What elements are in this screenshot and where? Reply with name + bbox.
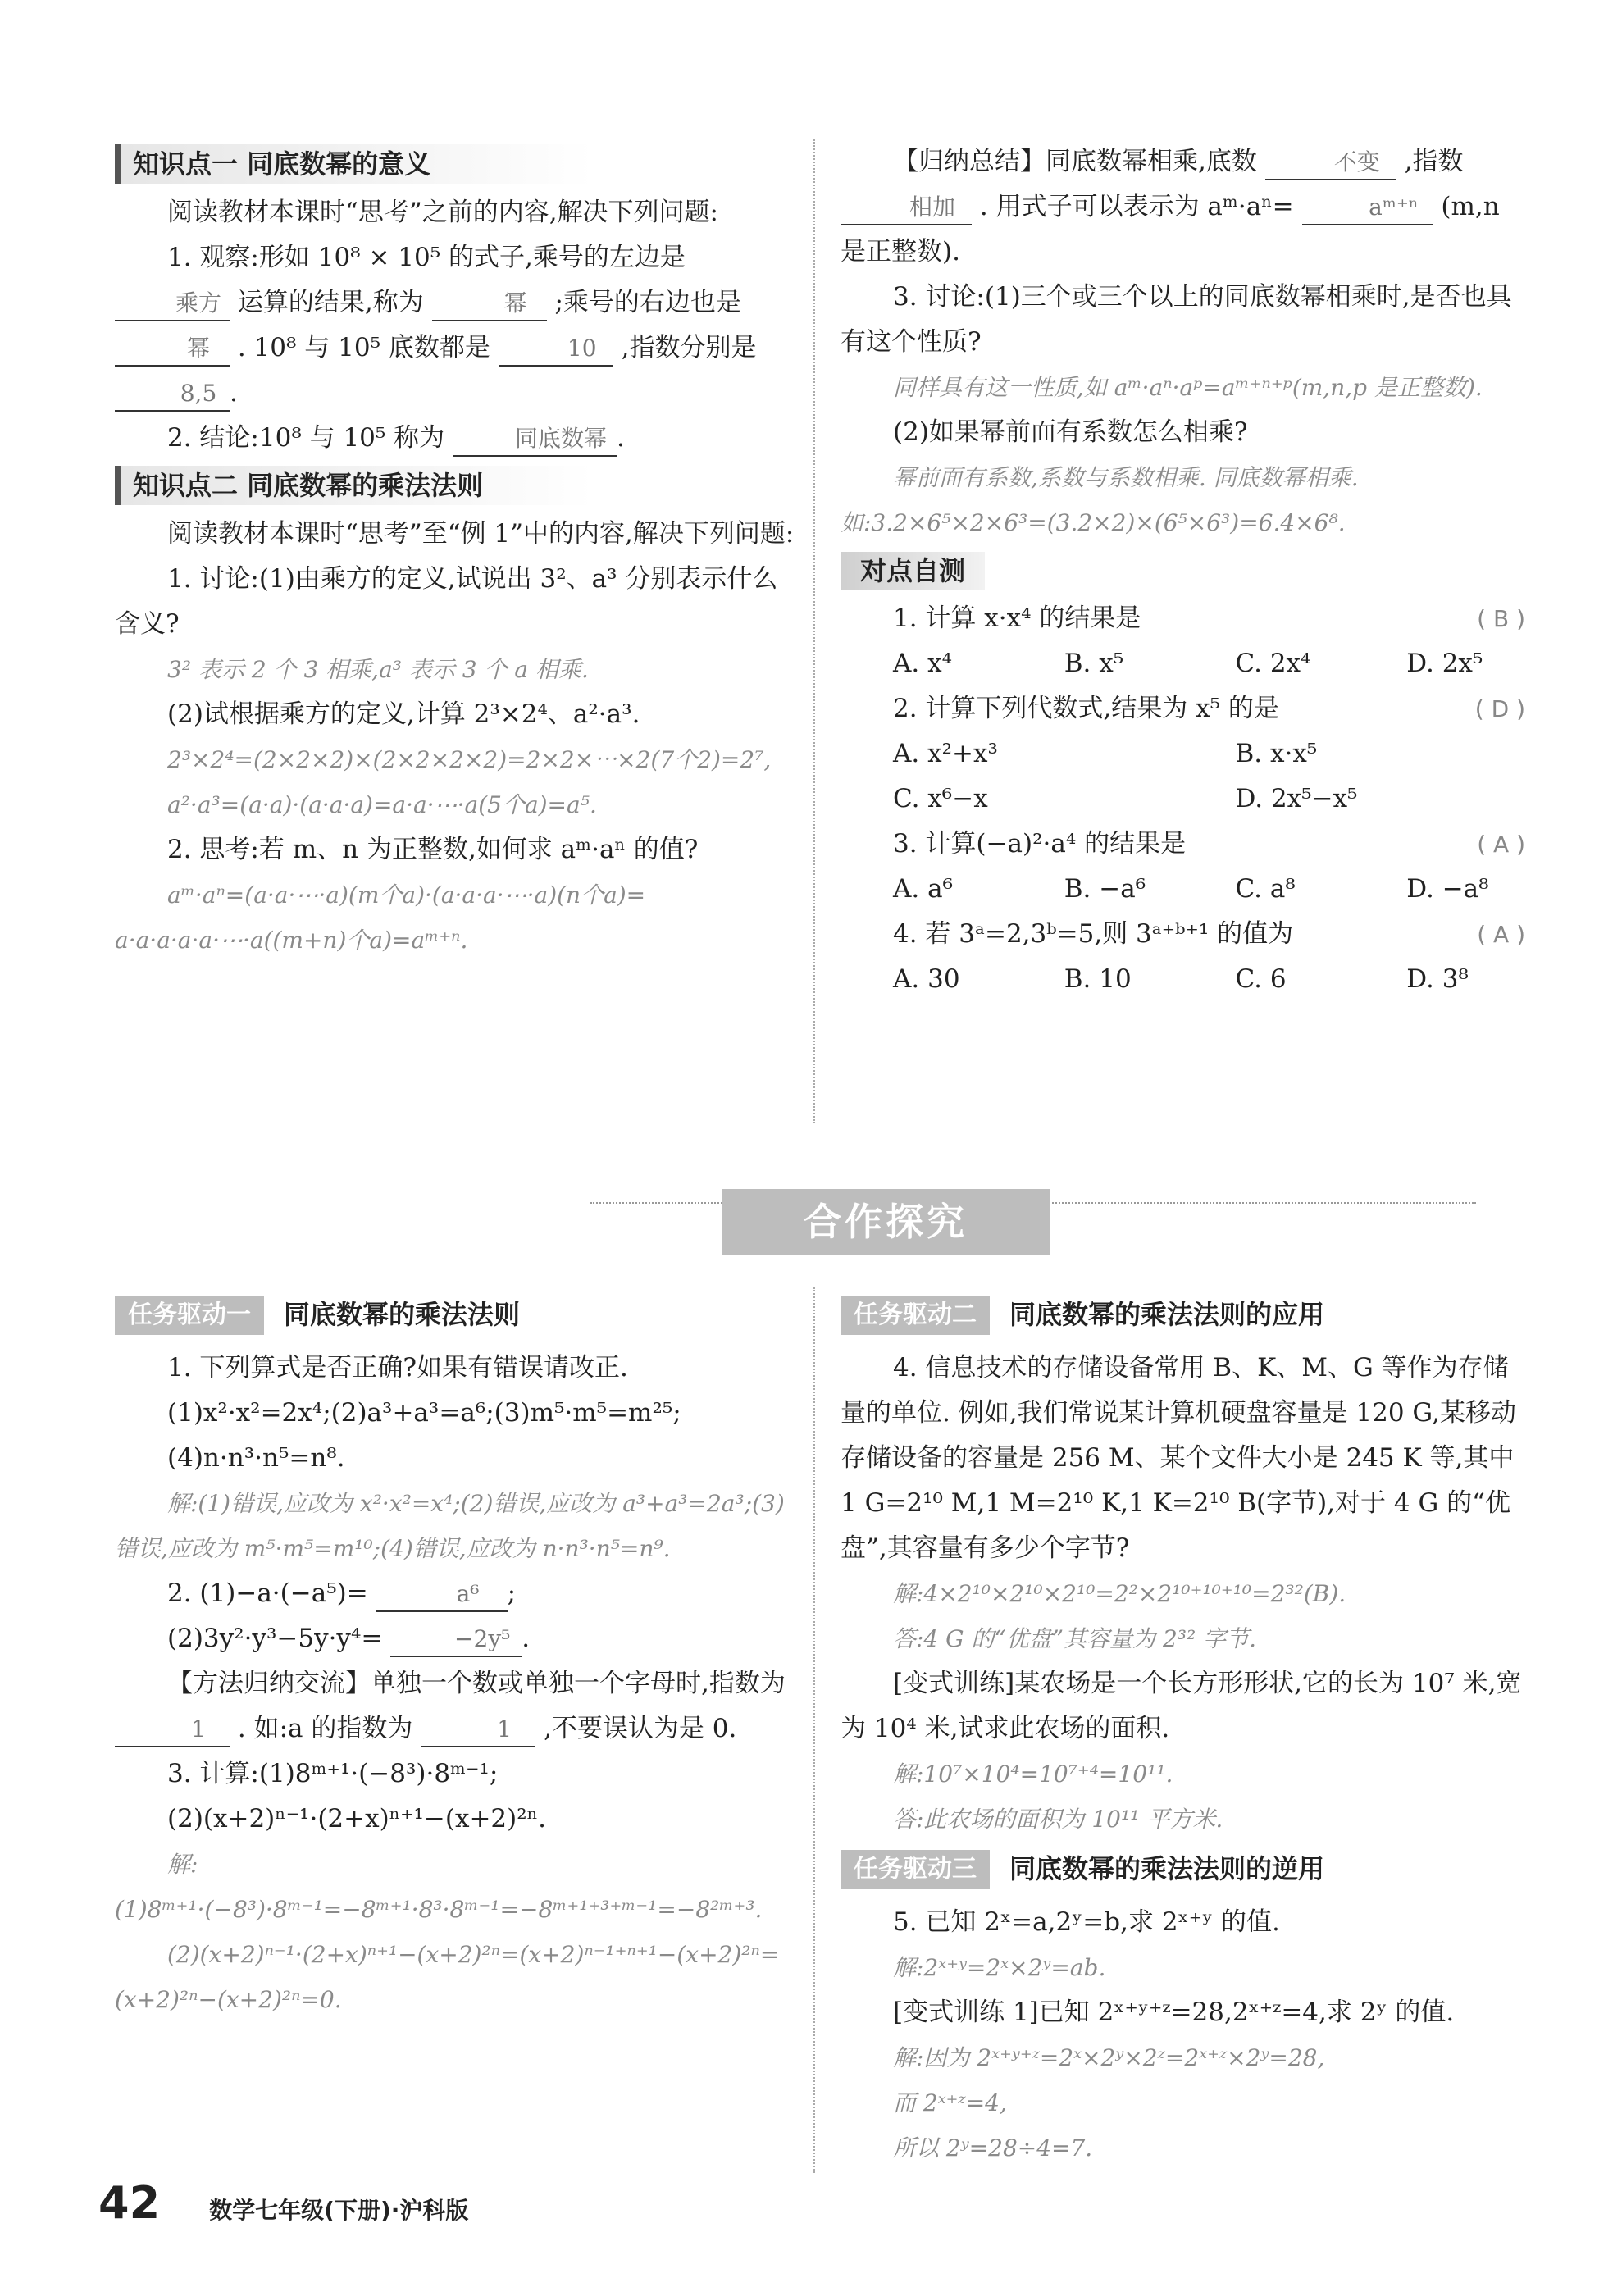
answer-blank: 1 bbox=[421, 1713, 535, 1747]
handwritten-answer: (2)(x+2)ⁿ⁻¹·(2+x)ⁿ⁺¹−(x+2)²ⁿ=(x+2)ⁿ⁻¹⁺ⁿ⁺¹−(x+2)²ⁿ=(x+2)²ⁿ−(x+2)²ⁿ=0. bbox=[115, 1941, 780, 2013]
options bbox=[840, 731, 1525, 777]
question: (1)x²·x²=2x⁴;(2)a³+a³=a⁶;(3)m⁵·m⁵=m²⁵; bbox=[167, 1398, 681, 1428]
handwritten-answer: 所以 2ʸ=28÷4=7. bbox=[893, 2134, 1093, 2162]
question-text: 3. 计算(−a)²·a⁴ 的结果是 bbox=[893, 829, 1187, 859]
answer-blank: a⁶ bbox=[376, 1578, 508, 1612]
question: (2)试根据乘方的定义,计算 2³×2⁴、a²·a³. bbox=[167, 699, 640, 729]
answer-blank: aᵐ⁺ⁿ bbox=[1302, 191, 1433, 226]
question: (2)如果幂前面有系数怎么相乘? bbox=[893, 417, 1248, 447]
handwritten-answer: 而 2ˣ⁺ᶻ=4, bbox=[893, 2089, 1007, 2116]
test-question bbox=[840, 686, 1525, 731]
handwritten-answer: a²·a³=(a·a)·(a·a·a)=a·a·⋯·a(5个a)=a⁵. bbox=[167, 791, 597, 818]
options bbox=[840, 641, 1525, 686]
option: D. 2x⁵−x⁵ bbox=[1235, 784, 1358, 813]
question: 2. (1)−a·(−a⁵)= a⁶ ; bbox=[115, 1571, 795, 1616]
question: 5. 已知 2ˣ=a,2ʸ=b,求 2ˣ⁺ʸ 的值. bbox=[893, 1907, 1280, 1937]
answer-blank: 幂 bbox=[115, 332, 230, 367]
option: B. x·x⁵ bbox=[1235, 739, 1318, 768]
question: 4. 信息技术的存储设备常用 B、K、M、G 等作为存储量的单位. 例如,我们常说某计算机硬盘容量是 120 G,某移动存储设备的容量是 256 M、某个文件大小是 245 K 等,其中 1 G=2¹⁰ M,1 M=2¹⁰ K,1 K=2¹⁰ B(字节),对于 4 G 的“优盘”,其容量有多少个字节? bbox=[840, 1353, 1516, 1563]
test-question bbox=[840, 822, 1525, 867]
task-header bbox=[840, 1847, 1525, 1892]
handwritten-answer: 解:(1)错误,应改为 x²·x²=x⁴;(2)错误,应改为 a³+a³=2a³;(3)错误,应改为 m⁵·m⁵=m¹⁰;(4)错误,应改为 n·n³·n⁵=n⁹. bbox=[115, 1490, 785, 1562]
section-banner: 合作探究 bbox=[722, 1189, 1050, 1255]
task-header bbox=[115, 1292, 795, 1337]
answer-blank: 不变 bbox=[1265, 146, 1396, 180]
handwritten-answer: 幂前面有系数,系数与系数相乘. 同底数幂相乘. 如:3.2×6⁵×2×6³=(3.2×2)×(6⁵×6³)=6.4×6⁸. bbox=[840, 464, 1359, 536]
summary bbox=[840, 139, 1525, 275]
question: (4)n·n³·n⁵=n⁸. bbox=[167, 1443, 345, 1473]
question-text: ,指数分别是 bbox=[621, 333, 757, 362]
options bbox=[840, 777, 1525, 822]
handwritten-answer: 同样具有这一性质,如 aᵐ·aⁿ·aᵖ=aᵐ⁺ⁿ⁺ᵖ(m,n,p 是正整数). bbox=[893, 374, 1483, 401]
task-header bbox=[840, 1292, 1525, 1337]
option: A. a⁶ bbox=[893, 874, 954, 904]
answer-blank: 相加 bbox=[840, 191, 972, 226]
section-title: 知识点二 同底数幂的乘法法则 bbox=[115, 466, 795, 505]
option: A. x⁴ bbox=[893, 649, 953, 678]
instruction: 阅读教材本课时“思考”之前的内容,解决下列问题: bbox=[167, 198, 718, 227]
task-title: 同底数幂的乘法法则 bbox=[284, 1299, 521, 1330]
question-text: . 10⁸ 与 10⁵ 底数都是 bbox=[237, 333, 490, 362]
variant-exercise: [变式训练]某农场是一个长方形形状,它的长为 10⁷ 米,宽为 10⁴ 米,试求此农场的面积. bbox=[840, 1669, 1522, 1743]
answer-blank: 1 bbox=[115, 1713, 230, 1747]
handwritten-answer: 答:4 G 的“优盘”其容量为 2³² 字节. bbox=[893, 1625, 1257, 1652]
summary-text: ,指数 bbox=[1404, 147, 1464, 176]
variant-exercise: [变式训练 1]已知 2ˣ⁺ʸ⁺ᶻ=28,2ˣ⁺ᶻ=4,求 2ʸ 的值. bbox=[893, 1998, 1455, 2027]
method-text: 【方法归纳交流】单独一个数或单独一个字母时,指数为 bbox=[167, 1669, 786, 1698]
lower-left-column bbox=[115, 1287, 795, 2022]
option: B. x⁵ bbox=[1064, 649, 1124, 678]
method-summary bbox=[115, 1661, 795, 1752]
column-divider bbox=[813, 139, 815, 1123]
option: C. 6 bbox=[1235, 964, 1287, 994]
option: A. x²+x³ bbox=[893, 739, 998, 768]
question-text: (2)3y²·y³−5y·y⁴= bbox=[167, 1624, 383, 1653]
method-text: ,不要误认为是 0. bbox=[544, 1714, 737, 1743]
handwritten-answer: 解:(1)8ᵐ⁺¹·(−8³)·8ᵐ⁻¹=−8ᵐ⁺¹·8³·8ᵐ⁻¹=−8ᵐ⁺¹⁺³⁺ᵐ⁻¹=−8²ᵐ⁺³. bbox=[115, 1851, 763, 1923]
upper-right-column bbox=[840, 139, 1525, 1002]
handwritten-answer: 3² 表示 2 个 3 相乘,a³ 表示 3 个 a 相乘. bbox=[167, 656, 589, 683]
task-title: 同底数幂的乘法法则的应用 bbox=[1009, 1299, 1325, 1330]
test-question bbox=[840, 596, 1525, 641]
section-title: 知识点一 同底数幂的意义 bbox=[115, 144, 795, 184]
page-number: 42 bbox=[98, 2177, 161, 2229]
upper-left-column bbox=[115, 139, 795, 963]
answer-choice: ( D ) bbox=[1474, 695, 1525, 722]
handwritten-answer: aᵐ·aⁿ=(a·a·⋯·a)(m个a)·(a·a·a·⋯·a)(n个a)= bbox=[167, 882, 646, 909]
question-text: ;乘号的右边也是 bbox=[554, 288, 741, 317]
option: C. x⁶−x bbox=[893, 784, 988, 813]
options bbox=[840, 957, 1525, 1002]
answer-blank: 同底数幂 bbox=[453, 422, 617, 457]
handwritten-answer: a·a·a·a·a·⋯·a((m+n)个a)=aᵐ⁺ⁿ. bbox=[115, 927, 468, 954]
task-title: 同底数幂的乘法法则的逆用 bbox=[1009, 1853, 1325, 1884]
question: 1. 下列算式是否正确?如果有错误请改正. bbox=[167, 1353, 628, 1383]
task-tag: 任务驱动二 bbox=[840, 1296, 990, 1335]
handwritten-answer: 解:因为 2ˣ⁺ʸ⁺ᶻ=2ˣ×2ʸ×2ᶻ=2ˣ⁺ᶻ×2ʸ=28, bbox=[893, 2044, 1325, 2071]
test-question bbox=[840, 912, 1525, 957]
method-text: . 如:a 的指数为 bbox=[237, 1714, 413, 1743]
answer-choice: ( A ) bbox=[1477, 831, 1525, 858]
lower-right-column bbox=[840, 1287, 1525, 2171]
options bbox=[840, 867, 1525, 912]
answer-blank: 幂 bbox=[432, 287, 547, 321]
option: B. 10 bbox=[1064, 964, 1132, 994]
handwritten-answer: 解:2ˣ⁺ʸ=2ˣ×2ʸ=ab. bbox=[893, 1954, 1106, 1981]
handwritten-answer: 答:此农场的面积为 10¹¹ 平方米. bbox=[893, 1806, 1223, 1833]
option: A. 30 bbox=[893, 964, 960, 994]
question: 2. 结论:10⁸ 与 10⁵ 称为 同底数幂 . bbox=[115, 416, 795, 461]
summary-text: . 用式子可以表示为 aᵐ·aⁿ= bbox=[979, 192, 1294, 221]
question: (2)(x+2)ⁿ⁻¹·(2+x)ⁿ⁺¹−(x+2)²ⁿ. bbox=[167, 1804, 546, 1834]
question-text: 1. 观察:形如 10⁸ × 10⁵ 的式子,乘号的左边是 bbox=[167, 243, 686, 272]
handwritten-answer: 解:10⁷×10⁴=10⁷⁺⁴=10¹¹. bbox=[893, 1761, 1173, 1788]
option: C. 2x⁴ bbox=[1235, 649, 1311, 678]
answer-blank: −2y⁵ bbox=[390, 1623, 522, 1657]
question-text: 运算的结果,称为 bbox=[237, 288, 424, 317]
answer-choice: ( A ) bbox=[1477, 921, 1525, 948]
question-text: 2. (1)−a·(−a⁵)= bbox=[167, 1578, 368, 1608]
question-text: 2. 结论:10⁸ 与 10⁵ 称为 bbox=[167, 423, 445, 453]
question: (2)3y²·y³−5y·y⁴= −2y⁵ . bbox=[115, 1616, 795, 1661]
handwritten-answer: 2³×2⁴=(2×2×2)×(2×2×2×2)=2×2×⋯×2(7个2)=2⁷, bbox=[167, 746, 772, 773]
summary-text: 【归纳总结】同底数幂相乘,底数 bbox=[893, 147, 1257, 176]
answer-blank: 8,5 bbox=[115, 377, 230, 412]
book-title: 数学七年级(下册)·沪科版 bbox=[209, 2197, 469, 2224]
question-text: 2. 计算下列代数式,结果为 x⁵ 的是 bbox=[893, 694, 1279, 723]
instruction: 阅读教材本课时“思考”至“例 1”中的内容,解决下列问题: bbox=[167, 519, 795, 549]
answer-choice: ( B ) bbox=[1477, 605, 1525, 632]
task-tag: 任务驱动一 bbox=[115, 1296, 264, 1335]
answer-blank: 10 bbox=[499, 332, 613, 367]
option: B. −a⁶ bbox=[1064, 874, 1146, 904]
question: 2. 思考:若 m、n 为正整数,如何求 aᵐ·aⁿ 的值? bbox=[167, 835, 699, 864]
page-footer bbox=[98, 2177, 468, 2229]
question: 3. 讨论:(1)三个或三个以上的同底数幂相乘时,是否也具有这个性质? bbox=[840, 282, 1512, 357]
option: C. a⁸ bbox=[1235, 874, 1296, 904]
summary-text: (m,n 是正整数). bbox=[840, 192, 1500, 266]
question-text: 4. 若 3ᵃ=2,3ᵇ=5,则 3ᵃ⁺ᵇ⁺¹ 的值为 bbox=[893, 919, 1294, 949]
self-test-title: 对点自测 bbox=[840, 552, 985, 590]
answer-blank: 乘方 bbox=[115, 287, 230, 321]
column-divider bbox=[813, 1287, 815, 2173]
option: D. 2x⁵ bbox=[1406, 649, 1483, 678]
question: 1. 观察:形如 10⁸ × 10⁵ 的式子,乘号的左边是 乘方 运算的结果,称为 幂 ;乘号的右边也是 幂 . 10⁸ 与 10⁵ 底数都是 10 ,指数分别是 8,5 . bbox=[115, 235, 795, 416]
option: D. −a⁸ bbox=[1406, 874, 1489, 904]
question: 3. 计算:(1)8ᵐ⁺¹·(−8³)·8ᵐ⁻¹; bbox=[167, 1759, 499, 1788]
question: 1. 讨论:(1)由乘方的定义,试说出 3²、a³ 分别表示什么含义? bbox=[115, 564, 778, 639]
handwritten-answer: 解:4×2¹⁰×2¹⁰×2¹⁰=2²×2¹⁰⁺¹⁰⁺¹⁰=2³²(B). bbox=[893, 1580, 1346, 1607]
option: D. 3⁸ bbox=[1406, 964, 1469, 994]
task-tag: 任务驱动三 bbox=[840, 1850, 990, 1889]
question-text: 1. 计算 x·x⁴ 的结果是 bbox=[893, 604, 1141, 633]
